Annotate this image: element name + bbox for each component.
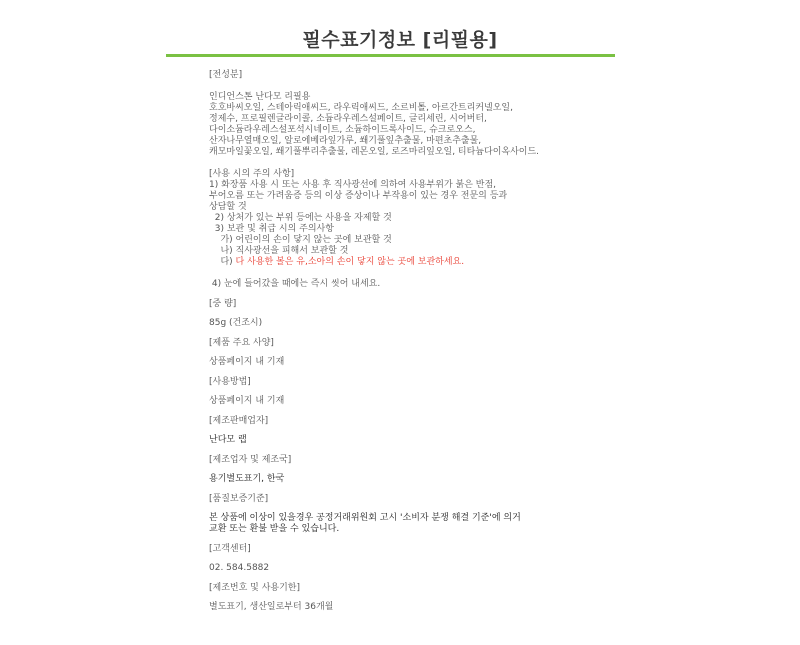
- title-underline: [166, 54, 615, 57]
- caution-line: 3) 보관 및 취급 시의 주의사항: [209, 224, 334, 234]
- ingredients-line: 정제수, 프로필렌글라이콜, 소듐라우레스설페이트, 글리세린, 시어버터,: [209, 114, 487, 124]
- warranty-line: 교환 또는 환불 받을 수 있습니다.: [209, 524, 340, 534]
- caution-line: 1) 화장품 사용 시 또는 사용 후 직사광선에 의하여 사용부위가 붉은 반점,: [209, 180, 497, 190]
- lot-value: 별도표기, 생산일로부터 36개월: [209, 602, 334, 612]
- caution-line: 상담할 것: [209, 202, 247, 212]
- ingredients-line: 호호바씨오일, 스테아릭애씨드, 라우릭애씨드, 소르비톨, 아르간트리커넬오일,: [209, 103, 513, 113]
- ingredients-line: 다이소듐라우레스설포석시네이트, 소듐하이드록사이드, 슈크로오스,: [209, 125, 476, 135]
- caution-warning-line: [209, 257, 609, 268]
- ingredients-line: 인디언스톤 난다모 리필용: [209, 92, 311, 102]
- page-title: 필수표기정보 [리필용]: [302, 29, 498, 51]
- caution-line: 부어오름 또는 가려움증 등의 이상 증상이나 부작용이 있는 경우 전문의 등과: [209, 191, 508, 201]
- info-content: [209, 70, 609, 613]
- lot-header: [제조번호 및 사용기한]: [209, 583, 300, 593]
- usage-value: 상품페이지 내 기재: [209, 396, 285, 406]
- cs-header: [고객센터]: [209, 544, 251, 554]
- caution-warning-text: 다 사용한 볼은 유,소아의 손이 닿지 않는 곳에 보관하세요.: [235, 257, 465, 267]
- ingredients-line: 캐모마일꽃오일, 쐐기풀뿌리추출물, 레몬오일, 로즈마리잎오일, 티타늄다이옥사이드.: [209, 147, 540, 157]
- warranty-header: [품질보증기준]: [209, 494, 269, 504]
- cs-phone: 02. 584.5882: [209, 563, 270, 573]
- weight-value: 85g (건조시): [209, 318, 263, 328]
- caution-eye-line: 4) 눈에 들어갔을 때에는 즉시 씻어 내세요.: [209, 279, 381, 289]
- warranty-line: 본 상품에 이상이 있을경우 공정거래위원회 고시 '소비자 분쟁 해결 기준'에 의거: [209, 513, 521, 523]
- seller-value: 난다모 랩: [209, 435, 247, 445]
- caution-header: [사용 시의 주의 사항]: [209, 169, 295, 179]
- specs-value: 상품페이지 내 기재: [209, 357, 285, 367]
- ingredients-header: [전성분]: [209, 70, 243, 80]
- maker-value: 용기별도표기, 한국: [209, 474, 285, 484]
- seller-header: [제조판매업자]: [209, 416, 269, 426]
- usage-header: [사용방법]: [209, 377, 251, 387]
- maker-header: [제조업자 및 제조국]: [209, 455, 292, 465]
- caution-line: 나) 직사광선을 피해서 보관할 것: [209, 246, 349, 256]
- caution-warning-prefix: 다): [209, 257, 236, 267]
- weight-header: [중 량]: [209, 299, 237, 309]
- caution-line: 2) 상처가 있는 부위 등에는 사용을 자제할 것: [209, 213, 392, 223]
- ingredients-line: 산자나무열매오일, 알로에베라잎가루, 쐐기풀잎추출물, 마편초추출물,: [209, 136, 482, 146]
- specs-header: [제품 주요 사양]: [209, 338, 274, 348]
- caution-line: 가) 어린이의 손이 닿지 않는 곳에 보관할 것: [209, 235, 392, 245]
